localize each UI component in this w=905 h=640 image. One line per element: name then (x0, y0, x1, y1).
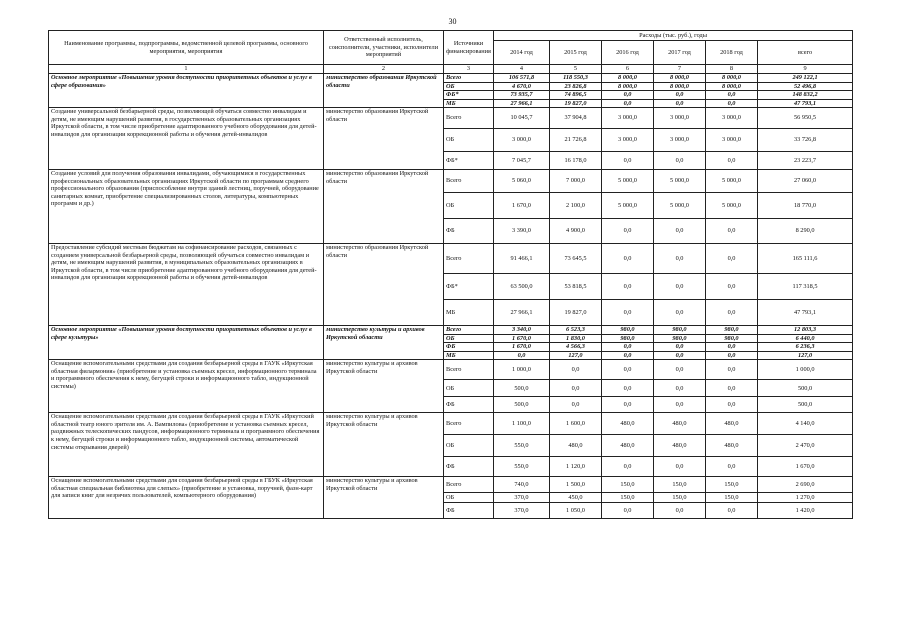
expense-value: 91 466,1 (494, 244, 550, 274)
expense-total: 18 770,0 (758, 193, 853, 219)
responsible-executor: министерство культуры и архивов Иркутской области (324, 413, 444, 477)
expense-value: 0,0 (550, 360, 602, 380)
funding-source: ОБ (444, 334, 494, 343)
column-number: 1 (49, 65, 324, 74)
expense-value: 37 904,8 (550, 108, 602, 129)
expense-value: 8 000,0 (654, 82, 706, 91)
expense-value: 5 000,0 (654, 170, 706, 193)
responsible-executor: министерство культуры и архивов Иркутской области (324, 326, 444, 360)
expense-value: 16 178,0 (550, 152, 602, 170)
expense-value: 0,0 (654, 152, 706, 170)
expense-value: 8 000,0 (706, 82, 758, 91)
expense-value: 0,0 (706, 397, 758, 413)
expense-total: 249 122,1 (758, 74, 853, 83)
expense-value: 1 670,0 (494, 343, 550, 352)
expense-value: 5 000,0 (654, 193, 706, 219)
funding-source: Всего (444, 244, 494, 274)
expense-total: 27 060,0 (758, 170, 853, 193)
expense-value: 6 523,3 (550, 326, 602, 335)
expense-value: 500,0 (494, 397, 550, 413)
table-row (49, 413, 853, 435)
responsible-executor: министерство культуры и архивов Иркутской области (324, 477, 444, 519)
expense-total: 33 726,8 (758, 129, 853, 152)
expense-value: 73 935,7 (494, 91, 550, 100)
expense-value: 1 670,0 (494, 193, 550, 219)
expense-value: 0,0 (602, 219, 654, 244)
expense-value: 980,0 (706, 334, 758, 343)
expense-value: 23 826,8 (550, 82, 602, 91)
funding-source: ФБ (444, 219, 494, 244)
expense-value: 0,0 (706, 99, 758, 108)
funding-source: ОБ (444, 493, 494, 503)
expense-value: 550,0 (494, 457, 550, 477)
funding-source: МБ (444, 99, 494, 108)
column-number: 6 (602, 65, 654, 74)
expense-value: 0,0 (654, 503, 706, 519)
table-row (49, 360, 853, 380)
expense-value: 980,0 (654, 334, 706, 343)
funding-source: ОБ (444, 380, 494, 397)
funding-source: ФБ (444, 457, 494, 477)
expense-total: 8 290,0 (758, 219, 853, 244)
expense-value: 7 000,0 (550, 170, 602, 193)
column-number: 3 (444, 65, 494, 74)
expense-value: 5 000,0 (706, 170, 758, 193)
expense-value: 8 000,0 (654, 74, 706, 83)
expense-value: 5 000,0 (602, 170, 654, 193)
funding-source: Всего (444, 108, 494, 129)
expense-value: 0,0 (654, 99, 706, 108)
expense-value: 0,0 (706, 274, 758, 300)
expense-total: 2 690,0 (758, 477, 853, 493)
expense-value: 0,0 (706, 219, 758, 244)
expense-value: 0,0 (602, 360, 654, 380)
expense-value: 0,0 (602, 503, 654, 519)
table-row (49, 108, 853, 129)
responsible-executor: министерство образования Иркутской области (324, 108, 444, 170)
expense-value: 0,0 (654, 91, 706, 100)
expense-value: 1 500,0 (550, 477, 602, 493)
funding-source: Всего (444, 360, 494, 380)
table-row (49, 477, 853, 493)
expense-value: 1 050,0 (550, 503, 602, 519)
expense-value: 10 045,7 (494, 108, 550, 129)
responsible-executor: министерство образования Иркутской области (324, 74, 444, 108)
column-number: 4 (494, 65, 550, 74)
funding-source: Всего (444, 74, 494, 83)
expense-value: 3 000,0 (494, 129, 550, 152)
table-body (49, 74, 853, 519)
main-activity-name: Основное мероприятие «Повышение уровня доступности приоритетных объектов и услуг в сфере культуры» (49, 326, 324, 360)
funding-source: ФБ (444, 503, 494, 519)
header-year: 2018 год (706, 41, 758, 65)
expense-total: 47 793,1 (758, 300, 853, 326)
expense-value: 1 830,0 (550, 334, 602, 343)
column-number: 9 (758, 65, 853, 74)
expense-total: 500,0 (758, 397, 853, 413)
expense-value: 0,0 (654, 219, 706, 244)
expense-value: 0,0 (706, 503, 758, 519)
expense-value: 450,0 (550, 493, 602, 503)
expense-value: 980,0 (654, 326, 706, 335)
header-responsible: Ответственный исполнитель, соисполнители, участники, исполнители мероприятий (324, 31, 444, 65)
expense-value: 0,0 (706, 380, 758, 397)
header-year: 2014 год (494, 41, 550, 65)
expense-value: 480,0 (654, 413, 706, 435)
expense-value: 0,0 (602, 91, 654, 100)
expense-value: 0,0 (602, 274, 654, 300)
funding-source: ОБ (444, 129, 494, 152)
expense-value: 980,0 (602, 334, 654, 343)
column-number: 2 (324, 65, 444, 74)
expense-value: 3 000,0 (654, 108, 706, 129)
funding-source: Всего (444, 413, 494, 435)
funding-source: Всего (444, 326, 494, 335)
expense-value: 1 670,0 (494, 334, 550, 343)
expense-value: 740,0 (494, 477, 550, 493)
funding-source: ОБ (444, 82, 494, 91)
expense-value: 8 000,0 (602, 82, 654, 91)
expense-value: 0,0 (654, 397, 706, 413)
funding-source: Всего (444, 477, 494, 493)
funding-source: ФБ* (444, 152, 494, 170)
expense-value: 106 571,8 (494, 74, 550, 83)
expense-total: 1 000,0 (758, 360, 853, 380)
expense-total: 56 950,5 (758, 108, 853, 129)
expense-value: 2 100,0 (550, 193, 602, 219)
funding-source: МБ (444, 351, 494, 360)
expense-total: 4 140,0 (758, 413, 853, 435)
budget-table (48, 30, 853, 519)
expense-value: 3 000,0 (602, 108, 654, 129)
expense-value: 370,0 (494, 503, 550, 519)
table-row (49, 244, 853, 274)
expense-value: 0,0 (602, 397, 654, 413)
expense-value: 3 000,0 (654, 129, 706, 152)
expense-value: 3 000,0 (706, 129, 758, 152)
expense-value: 480,0 (602, 413, 654, 435)
expense-value: 27 966,1 (494, 300, 550, 326)
expense-total: 52 496,8 (758, 82, 853, 91)
expense-value: 150,0 (706, 477, 758, 493)
funding-source: Всего (444, 170, 494, 193)
expense-value: 0,0 (602, 99, 654, 108)
expense-total: 148 832,2 (758, 91, 853, 100)
expense-value: 0,0 (654, 274, 706, 300)
header-year: 2017 год (654, 41, 706, 65)
expense-value: 4 900,0 (550, 219, 602, 244)
expense-value: 480,0 (602, 435, 654, 457)
expense-value: 5 000,0 (602, 193, 654, 219)
expense-total: 1 420,0 (758, 503, 853, 519)
header-year: 2016 год (602, 41, 654, 65)
funding-source: ФБ* (444, 274, 494, 300)
expense-value: 0,0 (706, 360, 758, 380)
expense-value: 150,0 (602, 493, 654, 503)
header-year: 2015 год (550, 41, 602, 65)
expense-value: 1 100,0 (494, 413, 550, 435)
expense-value: 4 670,0 (494, 82, 550, 91)
expense-value: 0,0 (602, 343, 654, 352)
activity-name: Предоставление субсидий местным бюджетам на софинансирование расходов, связанных с созданием универсальной безбарьерной среды, позволяющей обучаться совместно инвалидам и детям, не имеющим нарушений развития, в муниципальных образовательных организациях в Иркутской области, в том числе приобретение адаптированного учебного оборудования для детей-инвалидов для организации коррекционной работы и обучения детей-инвалидов (49, 244, 324, 326)
expense-value: 0,0 (706, 300, 758, 326)
funding-source: МБ (444, 300, 494, 326)
expense-value: 74 896,5 (550, 91, 602, 100)
expense-value: 480,0 (706, 435, 758, 457)
expense-total: 12 803,3 (758, 326, 853, 335)
expense-value: 1 000,0 (494, 360, 550, 380)
expense-value: 0,0 (602, 300, 654, 326)
expense-value: 0,0 (550, 380, 602, 397)
funding-source: ФБ (444, 343, 494, 352)
page-number: 30 (448, 17, 457, 26)
header-expenses: Расходы (тыс. руб.), годы (494, 31, 853, 41)
expense-total: 6 236,3 (758, 343, 853, 352)
expense-value: 0,0 (602, 244, 654, 274)
expense-value: 8 000,0 (602, 74, 654, 83)
expense-value: 73 645,5 (550, 244, 602, 274)
expense-value: 150,0 (654, 477, 706, 493)
expense-value: 8 000,0 (706, 74, 758, 83)
expense-value: 0,0 (654, 244, 706, 274)
expense-total: 165 111,6 (758, 244, 853, 274)
expense-value: 4 566,3 (550, 343, 602, 352)
expense-value: 0,0 (654, 343, 706, 352)
expense-total: 500,0 (758, 380, 853, 397)
funding-source: ОБ (444, 193, 494, 219)
funding-source: ФБ (444, 397, 494, 413)
expense-value: 0,0 (706, 91, 758, 100)
header-name: Наименование программы, подпрограммы, ведомственной целевой программы, основного мероприятия, мероприятия (49, 31, 324, 65)
expense-value: 0,0 (654, 351, 706, 360)
expense-value: 480,0 (654, 435, 706, 457)
expense-value: 480,0 (706, 413, 758, 435)
expense-value: 0,0 (654, 457, 706, 477)
expense-value: 0,0 (706, 152, 758, 170)
responsible-executor: министерство культуры и архивов Иркутской области (324, 360, 444, 413)
expense-value: 0,0 (550, 397, 602, 413)
responsible-executor: министерство образования Иркутской области (324, 244, 444, 326)
column-number: 8 (706, 65, 758, 74)
expense-value: 550,0 (494, 435, 550, 457)
funding-source: ФБ* (444, 91, 494, 100)
header-sources: Источники финансирования (444, 31, 494, 65)
expense-value: 150,0 (706, 493, 758, 503)
expense-value: 0,0 (706, 351, 758, 360)
expense-value: 127,0 (550, 351, 602, 360)
activity-name: Создание универсальной безбарьерной среды, позволяющей обучаться совместно инвалидам и детям, не имеющим нарушений развития, в государственных образовательных организациях Иркутской области, в том числе приобретение адаптированного учебного оборудования для детей-инвалидов для организации коррекционной работы и обучения детей-инвалидов (49, 108, 324, 170)
expense-value: 150,0 (602, 477, 654, 493)
expense-total: 127,0 (758, 351, 853, 360)
expense-total: 1 670,0 (758, 457, 853, 477)
expense-total: 23 223,7 (758, 152, 853, 170)
expense-value: 3 390,0 (494, 219, 550, 244)
activity-name: Оснащение вспомогательными средствами для создания безбарьерной среды в ГАУК «Иркутский областной театр юного зрителя им. А. Вампилова» (приобретение и установка съемных кресел, раздвижных телескопических пандусов, информационного терминала и программного обеспечения к нему, бегущей строки и информационного табло, индукционной системы, автоматической системы открывания дверей) (49, 413, 324, 477)
expense-value: 63 500,0 (494, 274, 550, 300)
expense-value: 0,0 (654, 360, 706, 380)
responsible-executor: министерство образования Иркутской области (324, 170, 444, 244)
table-row (49, 170, 853, 193)
expense-value: 5 000,0 (706, 193, 758, 219)
expense-value: 19 827,0 (550, 99, 602, 108)
column-number: 5 (550, 65, 602, 74)
expense-value: 21 726,8 (550, 129, 602, 152)
expense-value: 370,0 (494, 493, 550, 503)
expense-value: 1 120,0 (550, 457, 602, 477)
expense-value: 0,0 (706, 457, 758, 477)
expense-total: 1 270,0 (758, 493, 853, 503)
expense-value: 1 600,0 (550, 413, 602, 435)
expense-value: 980,0 (706, 326, 758, 335)
column-number: 7 (654, 65, 706, 74)
expense-total: 2 470,0 (758, 435, 853, 457)
expense-value: 480,0 (550, 435, 602, 457)
expense-value: 0,0 (706, 244, 758, 274)
expense-value: 500,0 (494, 380, 550, 397)
expense-value: 0,0 (494, 351, 550, 360)
activity-name: Оснащение вспомогательными средствами для создания безбарьерной среды в ГАУК «Иркутская областная филармония» (приобретение и установка съемных кресел, информационного терминала и программного обеспечения к нему, бегущей строки и информационного табло, индукционной системы) (49, 360, 324, 413)
table-row (49, 74, 853, 83)
expense-total: 117 318,5 (758, 274, 853, 300)
expense-value: 118 550,3 (550, 74, 602, 83)
expense-value: 0,0 (602, 380, 654, 397)
activity-name: Создание условий для получения образования инвалидами, обучающимися в государственных профессиональных образовательных организациях Иркутской области по программам среднего профессионального образования (приспособление внутри зданий лестниц, поручней, оборудование санитарных комнат, приобретение специализированных столов, литературы, компьютерных программ и др.) (49, 170, 324, 244)
header-total: всего (758, 41, 853, 65)
expense-value: 0,0 (602, 351, 654, 360)
expense-total: 47 793,1 (758, 99, 853, 108)
expense-value: 27 966,1 (494, 99, 550, 108)
expense-total: 6 440,0 (758, 334, 853, 343)
main-activity-name: Основное мероприятие «Повышение уровня доступности приоритетных объектов и услуг в сфере образования» (49, 74, 324, 108)
expense-value: 0,0 (654, 380, 706, 397)
expense-value: 3 000,0 (602, 129, 654, 152)
activity-name: Оснащение вспомогательными средствами для создания безбарьерной среды в ГБУК «Иркутская областная специальная библиотека для слепых» (приобретение и установка, поручней, фазн-карт для записи книг для незрячих пользователей, компьютерного оборудования) (49, 477, 324, 519)
expense-value: 53 818,5 (550, 274, 602, 300)
expense-value: 0,0 (602, 457, 654, 477)
expense-value: 0,0 (706, 343, 758, 352)
table-row (49, 326, 853, 335)
expense-value: 150,0 (654, 493, 706, 503)
expense-value: 0,0 (654, 300, 706, 326)
expense-value: 19 827,0 (550, 300, 602, 326)
funding-source: ОБ (444, 435, 494, 457)
expense-value: 3 000,0 (706, 108, 758, 129)
expense-value: 980,0 (602, 326, 654, 335)
expense-value: 3 340,0 (494, 326, 550, 335)
expense-value: 0,0 (602, 152, 654, 170)
expense-value: 5 060,0 (494, 170, 550, 193)
expense-value: 7 045,7 (494, 152, 550, 170)
